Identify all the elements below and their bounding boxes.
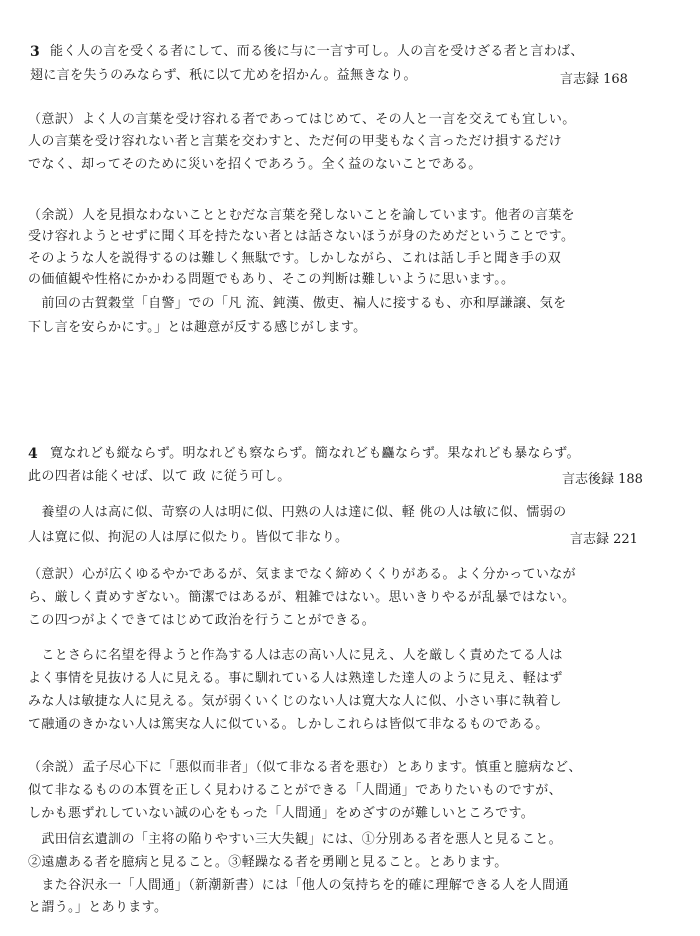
translation-label: （意訳）	[28, 567, 82, 582]
comment-label: （余説）	[28, 760, 82, 775]
source-citation: 言志録 168	[560, 72, 628, 87]
comment-label: （余説）	[28, 208, 82, 223]
translation-line: ら、厳しく責めすぎない。簡潔ではあるが、粗雑ではない。思いきりやるが乱暴ではない。	[28, 590, 576, 605]
translation-line: 心が広くゆるやかであるが、気ままでなく締めくくりがある。よく分かっていなが	[82, 567, 576, 582]
translation-line: よく人の言葉を受け容れる者であってはじめて、その人と一言を交えても宜しい。	[82, 112, 576, 127]
original-line: 寛なれども縦ならず。明なれども察ならず。簡なれども麤ならず。果なれども暴ならず。	[50, 446, 580, 461]
translation-label: （意訳）	[28, 112, 82, 127]
translation-line: て融通のきかない人は篤実な人に似ている。しかしこれらは皆似て非なるものである。	[28, 717, 549, 732]
comment-line: と謂う。」とあります。	[28, 900, 168, 915]
translation-line: でなく、却ってそのために災いを招くであろう。全く益のないことである。	[28, 157, 482, 172]
comment-line: また谷沢永一「人間通」（新潮新書）には「他人の気持ちを的確に理解できる人を人間通	[28, 878, 569, 893]
source-citation: 言志後録 188	[562, 472, 643, 487]
translation-line: みな人は敏捷な人に見える。気が弱くいくじのない人は寛大な人に似、小さい事に執着し	[28, 694, 563, 709]
original-line: 人は寛に似、拘泥の人は厚に似たり。皆似て非なり。	[28, 530, 349, 545]
comment-line: ②遠慮ある者を臆病と見ること。③軽躁なる者を勇剛と見ること。とあります。	[28, 855, 508, 870]
comment-line: 似て非なるものの本質を正しく見わけることができる「人間通」でありたいものですが、	[28, 783, 563, 798]
original-line: 翅に言を失うのみならず、秖に以て尤めを招かん。益無きなり。	[30, 68, 417, 83]
translation-line: ことさらに名望を得ようと作為する人は志の高い人に見え、人を厳しく責めたてる人は	[28, 648, 563, 663]
comment-line: 下し言を安らかにす。」とは趣意が反する感じがします。	[28, 320, 367, 335]
comment-line: 受け容れようとせずに聞く耳を持たない者とは話さないほうが身のためだということです。	[28, 229, 575, 244]
comment-line: 前回の古賀穀堂「自警」での「凡 流、鈍漢、傲吏、褊人に接するも、亦和厚謙譲、気を	[28, 296, 567, 311]
comment-line: 武田信玄遺訓の「主将の陥りやすい三大失観」には、①分別ある者を悪人と見ること。	[28, 832, 563, 847]
original-line: 此の四者は能くせば、以て 政 に従う可し。	[28, 469, 291, 484]
original-line: 能く人の言を受くる者にして、而る後に与に一言す可し。人の言を受けざる者と言わば、	[50, 44, 584, 59]
translation-line: よく事情を見抜ける人に見える。事に馴れている人は熟達した達人のように見え、軽はず	[28, 671, 563, 686]
comment-line: しかも悪ずれしていない誠の心をもった「人間通」をめざすのが難しいところです。	[28, 806, 535, 821]
source-citation: 言志録 221	[570, 532, 638, 547]
comment-line: 人を見損なわないこととむだな言葉を発しないことを論しています。他者の言葉を	[82, 208, 575, 223]
entry-number: 4	[28, 446, 38, 462]
original-line: 養望の人は高に似、苛察の人は明に似、円熟の人は達に似、軽 佻の人は敏に似、懦弱の	[28, 505, 567, 520]
comment-line: 孟子尽心下に「悪似而非者」（似て非なる者を悪む）とあります。慎重と臆病など、	[82, 760, 582, 775]
comment-line: そのような人を説得するのは難しく無駄です。しかしながら、これは話し手と聞き手の双	[28, 251, 561, 266]
entry-number: 3	[30, 44, 40, 60]
translation-line: この四つがよくできてはじめて政治を行うことができる。	[28, 613, 376, 628]
comment-line: の価値観や性格にかかわる問題でもあり、そこの判断は難しいように思います。。	[28, 272, 515, 287]
translation-line: 人の言葉を受け容れない者と言葉を交わすと、ただ何の甲斐もなく言っただけ損するだけ	[28, 134, 563, 149]
